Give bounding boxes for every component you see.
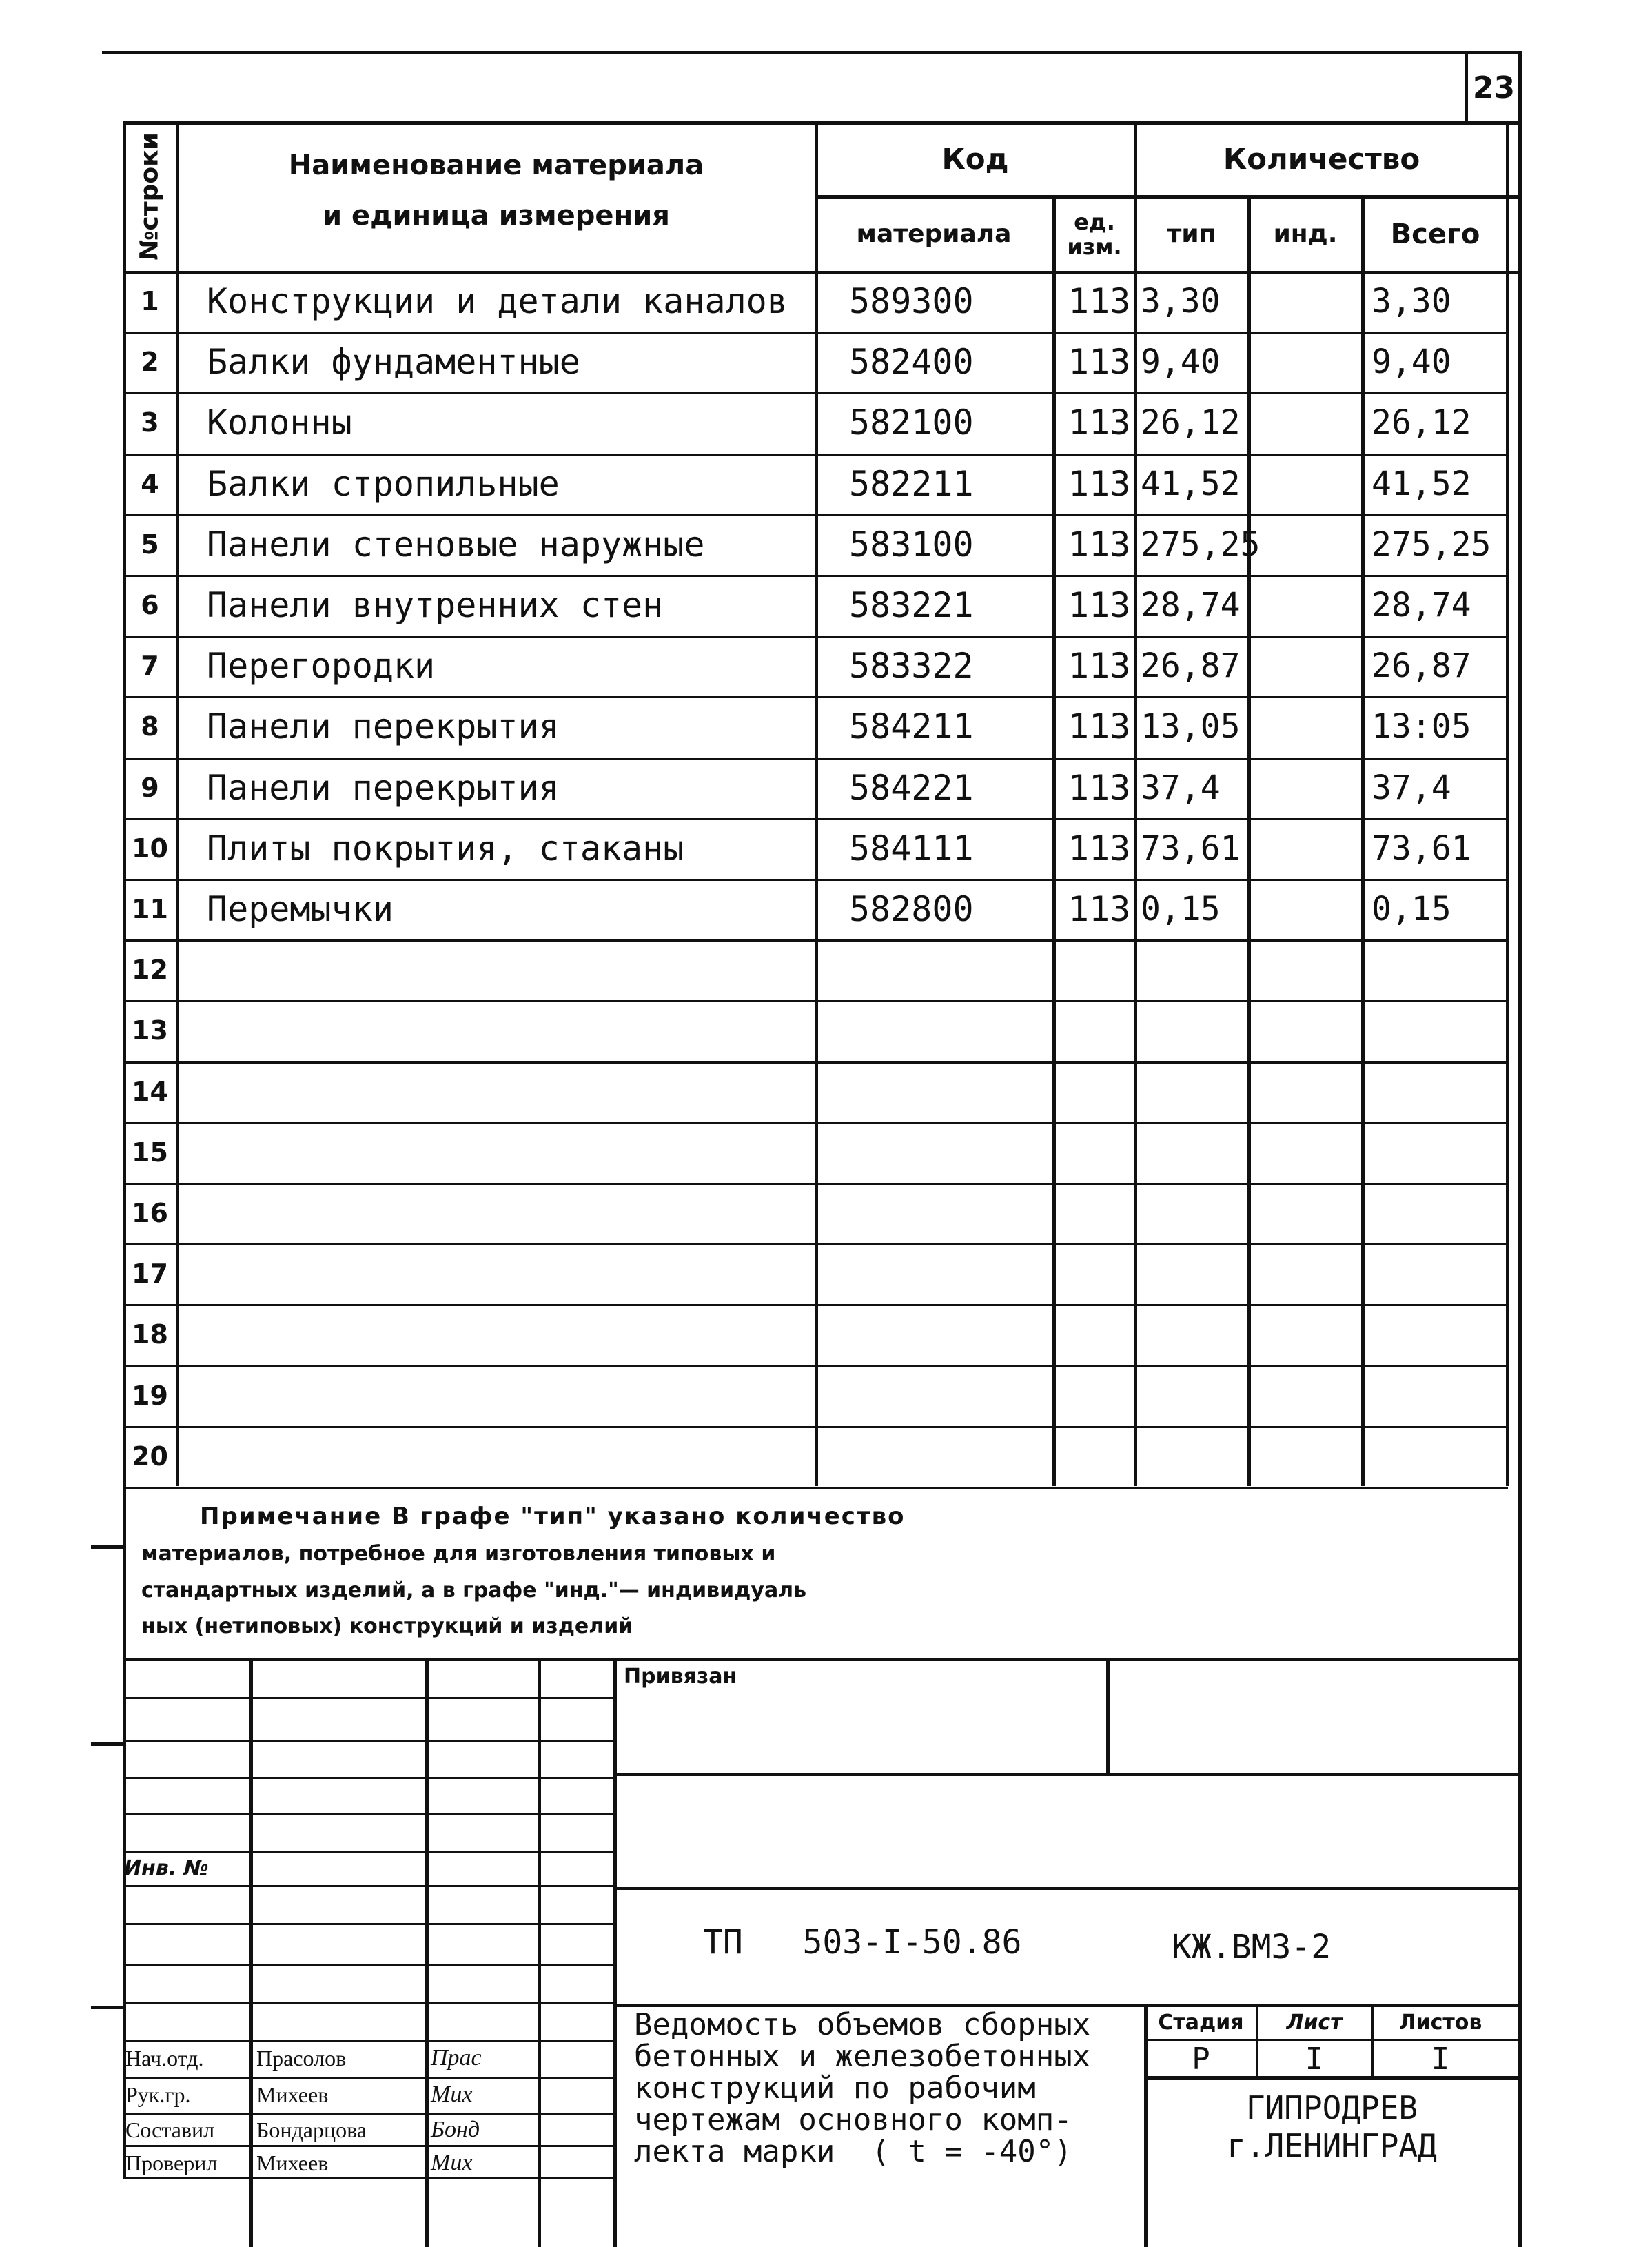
row-number: 10 [132,833,168,864]
header-q-ind: инд. [1273,220,1338,248]
row-qty-ind [1251,575,1361,636]
row-qty-total [1371,1243,1509,1304]
row-number: 2 [141,347,159,378]
row-qty-total [1371,1365,1509,1426]
row-number: 9 [141,772,159,803]
stamp-role: Составил [125,2117,215,2142]
row-code: 584211 [849,706,974,747]
frame-right-line [1518,51,1522,2247]
row-qty-total: 26,12 [1371,403,1471,443]
row-qty-ind [1251,1304,1361,1365]
row-number: 19 [132,1380,168,1411]
stamp-left-row-2 [123,1740,613,1742]
row-qty-type: 9,40 [1141,343,1221,382]
row-unit: 113 [1068,342,1131,383]
row-qty-total [1371,1183,1509,1243]
row-number: 3 [141,407,159,438]
row-qty-type [1141,1061,1251,1122]
stamp-role: Нач.отд. [125,2045,204,2071]
row-name: Панели стеновые наружные [207,524,705,565]
row-qty-type [1141,1426,1251,1487]
note-line4: ных (нетиповых) конструкций и изделий [141,1614,633,1638]
row-name: Плиты покрытия, стаканы [207,828,684,868]
privyazan-label: Привязан [624,1665,737,1689]
row-qty-ind [1251,696,1361,757]
row-unit: 113 [1068,524,1131,565]
row-qty-type [1141,1000,1251,1061]
stage-label: Стадия [1158,2010,1244,2035]
row-qty-ind [1251,454,1361,514]
doc-mark: КЖ.ВМ3-2 [1172,1928,1332,1966]
row-code: 583322 [849,646,974,687]
row-code [849,1426,1052,1487]
header-name-line2: и единица измерения [323,200,670,232]
sheet-title-line4: чертежам основного комп- [634,2102,1072,2137]
stamp-left-row-1 [123,1697,613,1699]
row-name: Панели внутренних стен [207,585,664,626]
stamp-signature: Мих [431,2150,473,2175]
row-qty-total: 37,4 [1371,768,1451,807]
col-rownum-line [176,121,179,1486]
row-unit [1068,1122,1134,1183]
row-name [207,1122,813,1183]
row-code: 582100 [849,403,974,443]
stamp-col-a [249,1658,253,2247]
row-unit: 113 [1068,585,1131,626]
row-qty-ind [1251,1243,1361,1304]
note-bottom-line [123,1658,1520,1661]
stamp-left-row-5 [123,1851,613,1853]
stamp-signature: Прас [431,2045,482,2071]
row-qty-ind [1251,939,1361,1000]
row-code [849,1000,1052,1061]
row-code [849,1365,1052,1426]
row-qty-ind [1251,1426,1361,1487]
row-qty-total [1371,1061,1509,1122]
row-unit [1068,1243,1134,1304]
row-qty-type: 3,30 [1141,282,1221,321]
row-code [849,1183,1052,1243]
row-name [207,1243,813,1304]
row-qty-ind [1251,1183,1361,1243]
row-code: 582800 [849,889,974,930]
sheets-label: Листов [1398,2010,1482,2035]
row-name [207,939,813,1000]
col-ind-line [1361,195,1365,1486]
org-city: г.ЛЕНИНГРАД [1227,2126,1437,2164]
row-qty-total: 9,40 [1371,343,1451,382]
row-number: 13 [132,1015,168,1046]
stamp-person-name: Бондарцова [256,2117,367,2142]
col-unit-line [1134,121,1137,1486]
row-qty-ind [1251,392,1361,453]
row-qty-ind [1251,636,1361,696]
row-number: 15 [132,1137,168,1168]
row-qty-total: 41,52 [1371,464,1471,503]
note-line1: Примечание В графе "тип" указано количество [200,1503,906,1530]
row-qty-total [1371,1304,1509,1365]
row-divider [123,1487,1508,1489]
header-code: Код [941,141,1009,176]
row-unit: 113 [1068,403,1131,443]
row-number: 16 [132,1198,168,1229]
row-number: 4 [141,468,159,499]
row-number: 5 [141,529,159,560]
col-name-line [815,121,818,1486]
row-code: 582211 [849,463,974,504]
row-unit [1068,1365,1134,1426]
row-qty-ind [1251,818,1361,879]
row-code [849,1122,1052,1183]
row-qty-ind [1251,758,1361,818]
row-qty-type: 37,4 [1141,768,1221,807]
row-number: 12 [132,955,168,986]
row-qty-ind [1251,879,1361,939]
row-number: 17 [132,1259,168,1290]
header-name-line1: Наименование материала [288,150,704,181]
row-name [207,1000,813,1061]
row-name: Балки фундаментные [207,342,580,383]
row-qty-total [1371,1426,1509,1487]
stage-col-1 [1256,2004,1258,2077]
row-code [849,1243,1052,1304]
row-name: Панели перекрытия [207,767,560,808]
row-number: 14 [132,1076,168,1107]
stamp-signature: Бонд [431,2117,480,2142]
sheet-label: Лист [1286,2010,1343,2035]
row-unit: 113 [1068,463,1131,504]
note-line3: стандартных изделий, а в графе "инд."— индивидуаль [141,1578,807,1603]
stamp-right-line-2 [613,1887,1520,1890]
row-qty-type: 41,52 [1141,464,1241,503]
stamp-person-name: Прасолов [256,2045,347,2071]
header-q-total: Всего [1390,218,1480,250]
row-unit [1068,1426,1134,1487]
row-number: 7 [141,651,159,682]
col-code-line [1052,195,1056,1486]
row-unit [1068,1183,1134,1243]
row-code: 583221 [849,585,974,626]
row-qty-total [1371,939,1509,1000]
row-name: Перегородки [207,646,436,687]
row-name: Колонны [207,403,352,443]
stamp-left-row-3 [123,1777,613,1779]
header-row-number [124,124,175,269]
privyazan-divider [1106,1658,1110,1775]
stamp-col-d [613,1658,617,2247]
row-code: 589300 [849,281,974,322]
row-name: Конструкции и детали каналов [207,281,788,322]
stage-value: Р [1192,2041,1210,2077]
header-quantity: Количество [1223,141,1420,176]
frame-top-line [102,51,1522,54]
row-qty-type: 26,12 [1141,403,1241,443]
header-code-material: материала [856,220,1012,248]
row-code: 583100 [849,524,974,565]
row-name: Балки стропильные [207,463,560,504]
stamp-role: Проверил [125,2150,218,2175]
row-qty-type [1141,1365,1251,1426]
row-qty-type: 0,15 [1141,890,1221,929]
margin-tick-1 [91,1545,124,1549]
row-qty-type [1141,1243,1251,1304]
row-qty-ind [1251,332,1361,392]
row-qty-total [1371,1000,1509,1061]
row-unit: 113 [1068,706,1131,747]
sheet-title-line1: Ведомость объемов сборных [634,2007,1091,2042]
row-name [207,1304,813,1365]
row-qty-type [1141,1304,1251,1365]
row-name [207,1183,813,1243]
stamp-person-name: Михеев [256,2150,329,2175]
sheet-title-line3: конструкций по рабочим [634,2071,1036,2106]
row-unit: 113 [1068,767,1131,808]
stamp-person-name: Михеев [256,2082,329,2107]
stage-value-line [1144,2076,1520,2080]
row-qty-total: 275,25 [1371,525,1491,564]
row-qty-type: 28,74 [1141,586,1241,625]
row-qty-type [1141,1183,1251,1243]
row-name [207,1365,813,1426]
row-qty-ind [1251,1122,1361,1183]
row-code: 584221 [849,767,974,808]
stamp-role: Рук.гр. [125,2082,191,2107]
margin-tick-3 [91,2006,124,2009]
row-qty-type: 275,25 [1141,525,1261,564]
row-name: Перемычки [207,889,394,930]
stamp-left-row-9 [123,2002,613,2004]
inv-no-label: Инв. № [124,1856,209,1880]
row-number: 6 [141,590,159,621]
stamp-col-b [425,1658,429,2247]
row-qty-ind [1251,1365,1361,1426]
stamp-left-row-4 [123,1813,613,1815]
row-qty-type: 73,61 [1141,828,1241,868]
row-code [849,939,1052,1000]
row-unit [1068,1304,1134,1365]
row-code: 584111 [849,828,974,868]
row-unit: 113 [1068,646,1131,687]
row-qty-ind [1251,1000,1361,1061]
stage-col-2 [1371,2004,1374,2077]
row-code: 582400 [849,342,974,383]
row-qty-total: 28,74 [1371,586,1471,625]
row-unit: 113 [1068,281,1131,322]
row-name [207,1426,813,1487]
row-unit [1068,1000,1134,1061]
stamp-signature: Мих [431,2082,473,2107]
stamp-left-row-7 [123,1923,613,1925]
row-unit [1068,939,1134,1000]
stamp-col-c [538,1658,541,2247]
row-qty-ind [1251,1061,1361,1122]
row-qty-type: 13,05 [1141,707,1241,746]
stamp-left-row-6 [123,1885,613,1887]
doc-code: ТП 503-I-50.86 [703,1923,1022,1962]
sheet-value: I [1305,2041,1324,2077]
margin-tick-2 [91,1742,124,1746]
row-qty-type [1141,939,1251,1000]
row-unit [1068,1061,1134,1122]
row-qty-total: 13:05 [1371,707,1471,746]
header-code-unit: ед. изм. [1067,208,1122,260]
org-name: ГИПРОДРЕВ [1245,2088,1418,2126]
note-line2: материалов, потребное для изготовления типовых и [141,1542,776,1566]
row-code [849,1061,1052,1122]
page-number: 23 [1472,70,1516,105]
row-qty-total: 0,15 [1371,890,1451,929]
header-q-type: тип [1167,220,1216,248]
row-qty-total [1371,1122,1509,1183]
row-code [849,1304,1052,1365]
header-row-number-label: №строки [135,132,164,261]
row-number: 20 [132,1441,168,1472]
stamp-left-row-8 [123,1964,613,1966]
row-name: Панели перекрытия [207,706,560,747]
sheet-title-line5: лекта марки ( t = -40°) [634,2134,1072,2169]
stamp-right-line-1 [613,1773,1520,1776]
row-number: 18 [132,1319,168,1350]
row-qty-type: 26,87 [1141,647,1241,686]
row-qty-ind [1251,271,1361,332]
row-qty-ind [1251,514,1361,575]
sheet-title-line2: бетонных и железобетонных [634,2039,1091,2074]
row-qty-type [1141,1122,1251,1183]
row-qty-total: 73,61 [1371,828,1471,868]
row-unit: 113 [1068,828,1131,868]
row-number: 8 [141,711,159,742]
row-name [207,1061,813,1122]
row-number: 1 [141,286,159,317]
sheets-value: I [1431,2041,1450,2077]
row-qty-total: 26,87 [1371,647,1471,686]
row-unit: 113 [1068,889,1131,930]
row-qty-total: 3,30 [1371,282,1451,321]
row-number: 11 [132,894,168,925]
